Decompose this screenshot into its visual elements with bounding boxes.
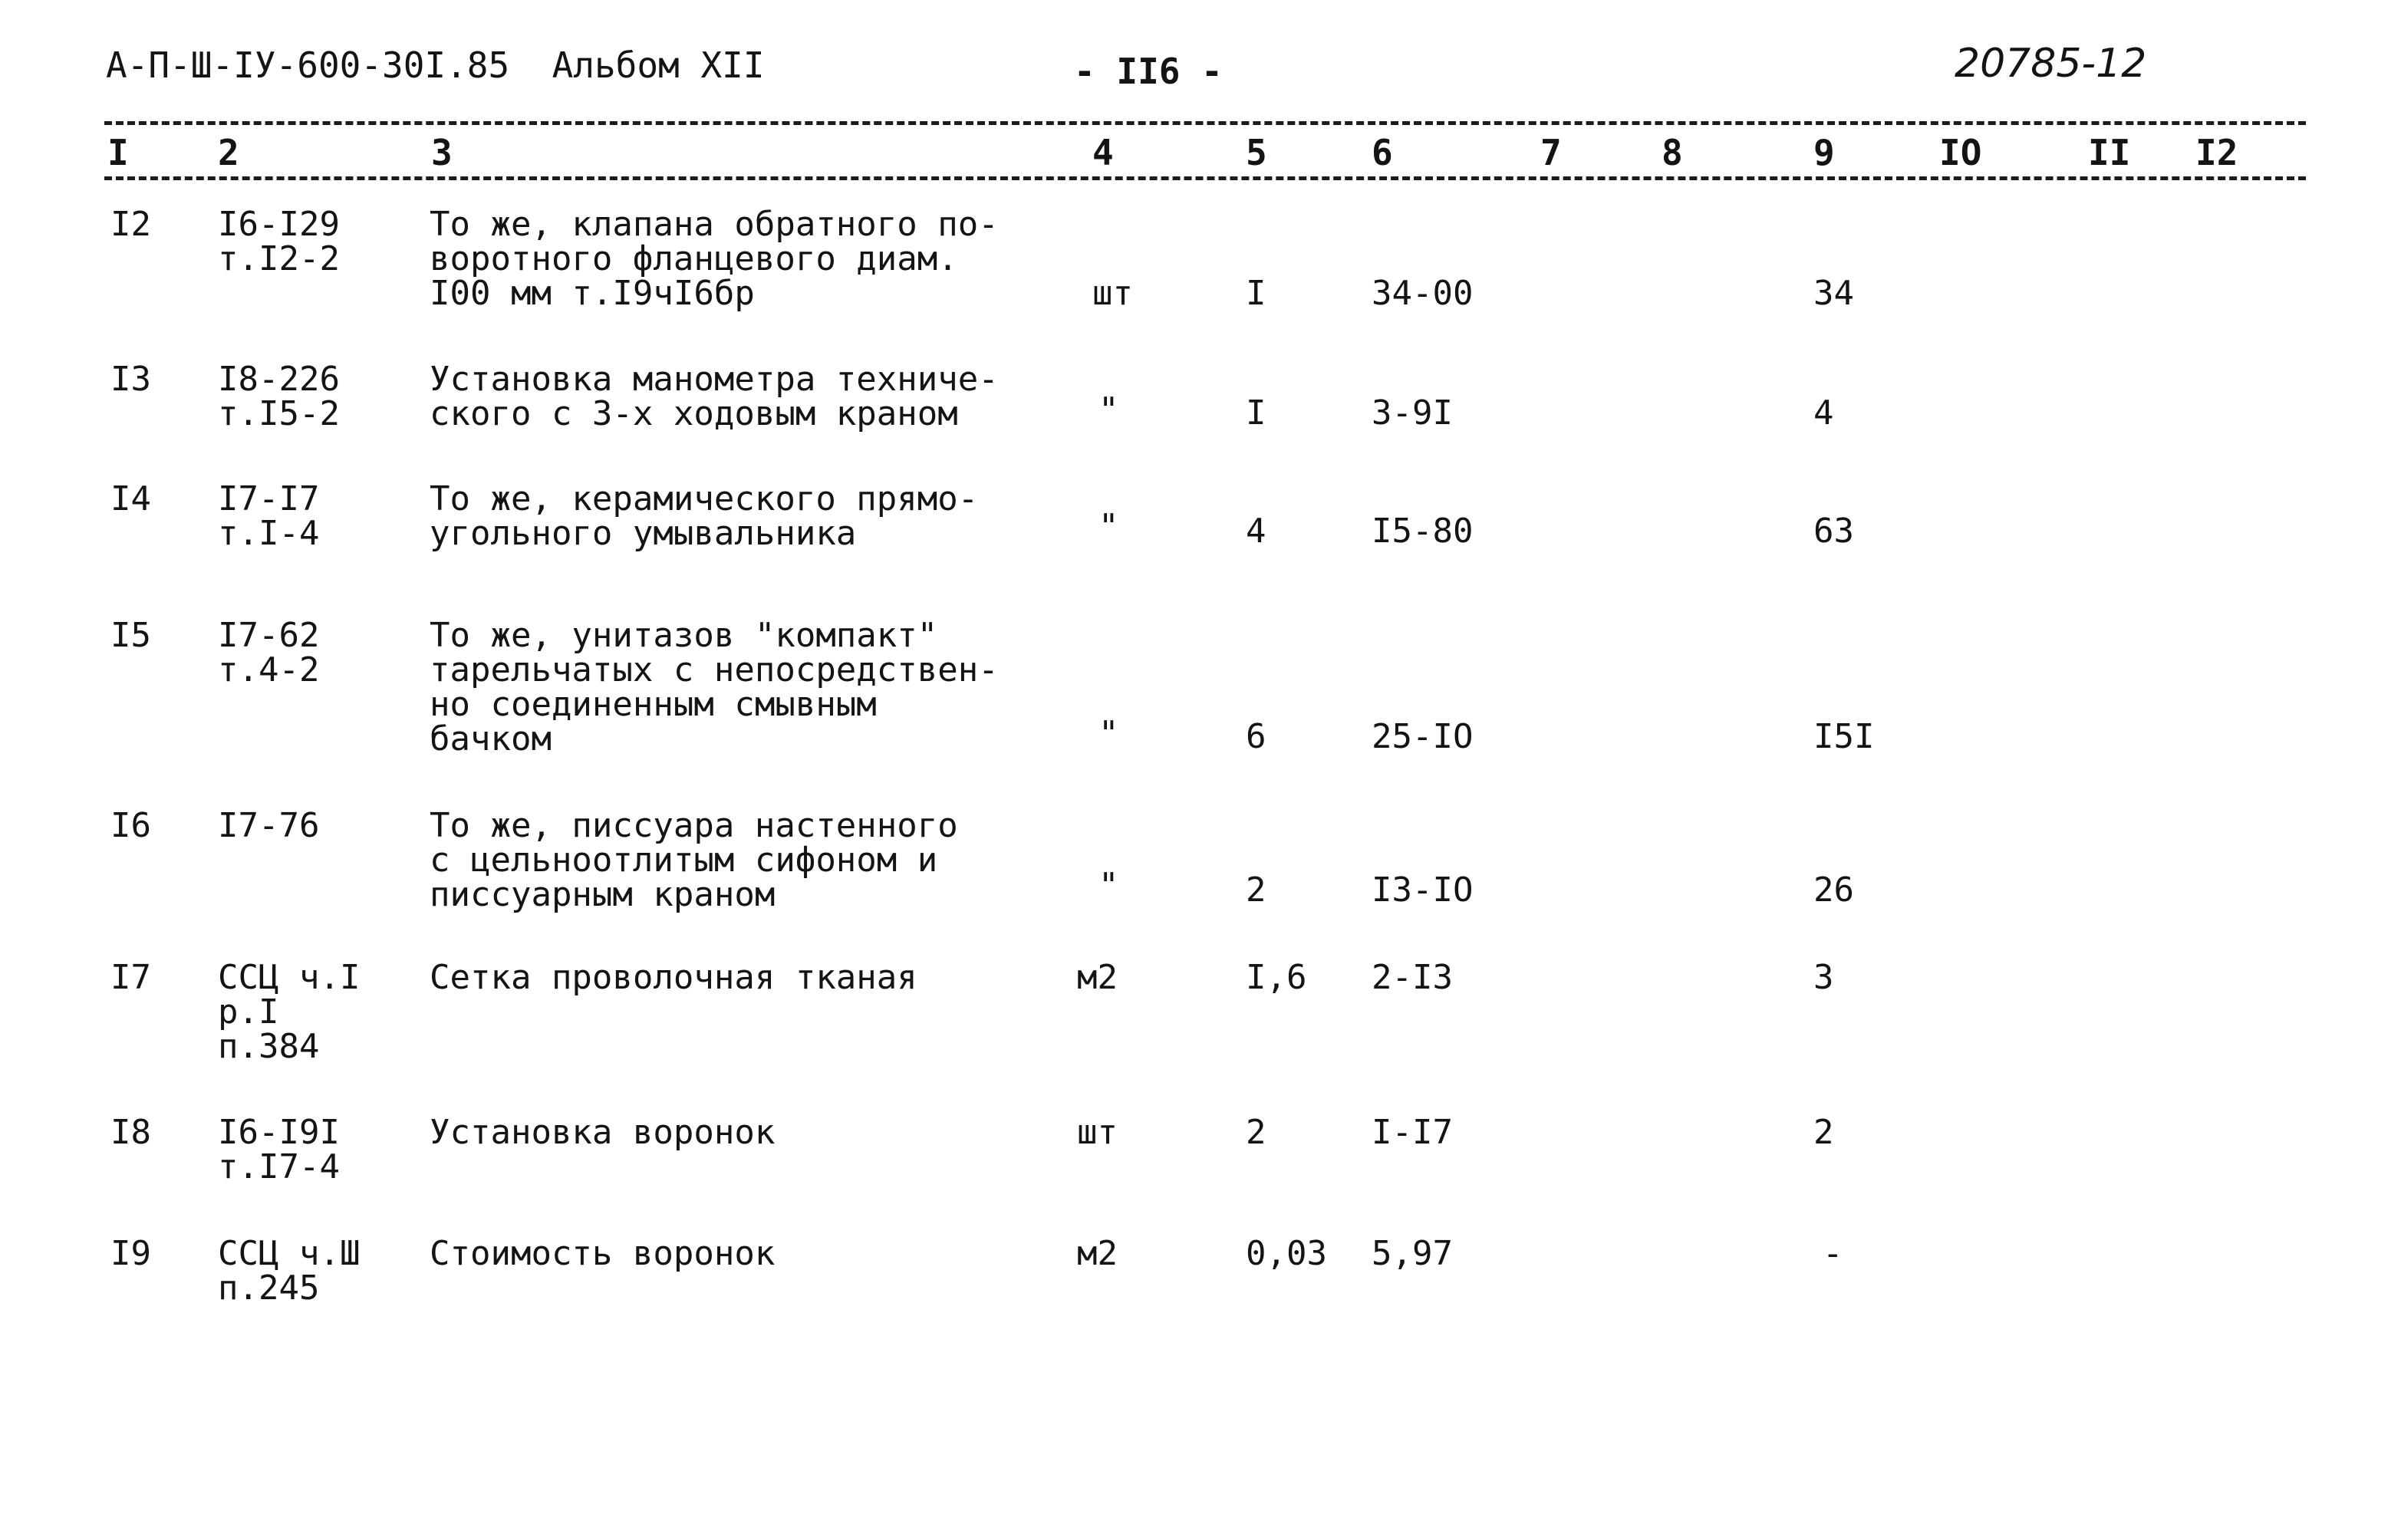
row-number: I6 <box>110 806 151 845</box>
column-number: I <box>107 132 129 173</box>
row-number: I8 <box>110 1113 151 1152</box>
rate-code: I7-76 <box>218 806 320 845</box>
header-bottom-rule <box>104 176 2306 180</box>
total-cost: 63 <box>1813 512 1854 551</box>
document-code: А-П-Ш-IУ-600-30I.85 Альбом XII <box>106 44 765 86</box>
unit: " <box>1098 390 1119 429</box>
work-description: То же, клапана обратного по- воротного фланцевого диам. I00 мм т.I9чI6бр <box>430 205 999 313</box>
column-number: 6 <box>1372 132 1393 173</box>
row-number: I2 <box>110 205 151 244</box>
unit: " <box>1098 714 1119 753</box>
work-description: То же, керамического прямо- угольного умывальника <box>430 479 979 553</box>
rate-code: I7-I7 т.I-4 <box>218 479 320 553</box>
work-description: То же, унитазов "компакт" тарельчатых с непосредствен- но соединенным смывным бачком <box>430 616 999 758</box>
page-number: - II6 - <box>1074 51 1223 92</box>
quantity: I <box>1246 274 1266 313</box>
quantity: 0,03 <box>1246 1234 1327 1273</box>
work-description: Установка манометра техниче- ского с 3-х ходовым краном <box>430 360 999 433</box>
work-description: Сетка проволочная тканая <box>430 958 917 997</box>
column-number: I2 <box>2195 132 2238 173</box>
total-cost: 4 <box>1813 393 1834 433</box>
total-cost: - <box>1823 1234 1843 1273</box>
quantity: 6 <box>1246 717 1266 756</box>
column-number: 4 <box>1092 132 1114 173</box>
row-number: I4 <box>110 479 151 518</box>
work-description: Стоимость воронок <box>430 1234 776 1273</box>
row-number: I9 <box>110 1234 151 1273</box>
quantity: 2 <box>1246 1113 1266 1152</box>
unit: шт <box>1077 1113 1118 1152</box>
rate-code: I6-I9I т.I7-4 <box>218 1113 340 1186</box>
work-description: То же, писсуара настенного с цельноотлитым сифоном и писсуарным краном <box>430 806 958 914</box>
column-number: 7 <box>1540 132 1562 173</box>
total-cost: 2 <box>1813 1113 1834 1152</box>
column-number: 9 <box>1813 132 1835 173</box>
unit-price: 2-I3 <box>1372 958 1453 997</box>
unit-price: 3-9I <box>1372 393 1453 433</box>
column-number: II <box>2088 132 2131 173</box>
quantity: 2 <box>1246 870 1266 910</box>
total-cost: 3 <box>1813 958 1834 997</box>
row-number: I7 <box>110 958 151 997</box>
archive-number: 20785-12 <box>1955 41 2147 87</box>
unit-price: I3-IO <box>1372 870 1474 910</box>
column-number: 3 <box>431 132 453 173</box>
unit: " <box>1098 507 1119 546</box>
row-number: I5 <box>110 616 151 655</box>
column-number: 8 <box>1662 132 1683 173</box>
column-number: IO <box>1939 132 1982 173</box>
rate-code: I8-226 т.I5-2 <box>218 360 340 433</box>
rate-code: ССЦ ч.I р.I п.384 <box>218 958 361 1066</box>
unit-price: I-I7 <box>1372 1113 1453 1152</box>
unit-price: 34-00 <box>1372 274 1474 313</box>
unit: м2 <box>1077 1234 1118 1273</box>
rate-code: I7-62 т.4-2 <box>218 616 320 689</box>
rate-code: I6-I29 т.I2-2 <box>218 205 340 278</box>
quantity: 4 <box>1246 512 1266 551</box>
column-number: 2 <box>218 132 239 173</box>
unit-price: 25-IO <box>1372 717 1474 756</box>
rate-code: ССЦ ч.Ш п.245 <box>218 1234 361 1308</box>
quantity: I,6 <box>1246 958 1307 997</box>
quantity: I <box>1246 393 1266 433</box>
column-number: 5 <box>1246 132 1267 173</box>
unit: м2 <box>1077 958 1118 997</box>
unit: " <box>1098 866 1119 905</box>
unit: шт <box>1092 274 1133 313</box>
unit-price: 5,97 <box>1372 1234 1453 1273</box>
total-cost: 34 <box>1813 274 1854 313</box>
work-description: Установка воронок <box>430 1113 776 1152</box>
unit-price: I5-80 <box>1372 512 1474 551</box>
header-top-rule <box>104 121 2306 125</box>
total-cost: 26 <box>1813 870 1854 910</box>
total-cost: I5I <box>1813 717 1875 756</box>
row-number: I3 <box>110 360 151 399</box>
